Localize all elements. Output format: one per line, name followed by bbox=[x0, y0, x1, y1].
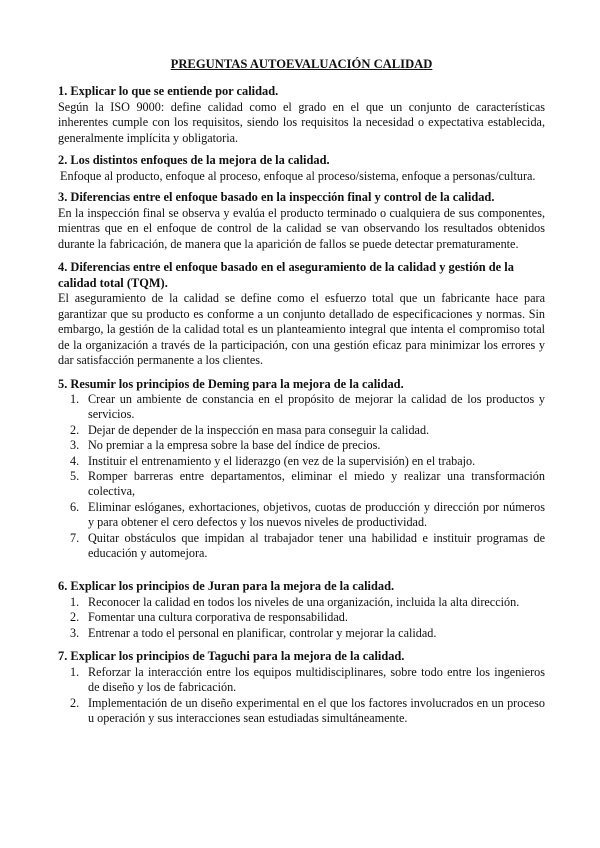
list-item-text: Dejar de depender de la inspección en masa para conseguir la calidad. bbox=[88, 422, 430, 437]
list-item-number: 2. bbox=[70, 610, 80, 625]
list-item-number: 7. bbox=[70, 530, 80, 545]
list-item-number: 5. bbox=[70, 469, 80, 484]
principles-list bbox=[58, 665, 545, 727]
list-item bbox=[58, 610, 545, 625]
list-item-text: Reconocer la calidad en todos los niveles de una organización, incluida la alta dirección. bbox=[88, 594, 520, 609]
question-title: 5. Resumir los principios de Deming para la mejora de la calidad. bbox=[58, 376, 404, 391]
list-item-text: Quitar obstáculos que impidan al trabajador tener una habilidad e instituir programas de educación y automejora. bbox=[88, 530, 545, 561]
list-item-text: Instituir el entrenamiento y el liderazgo (en vez de la supervisión) en el trabajo. bbox=[88, 453, 476, 468]
document-title: PREGUNTAS AUTOEVALUACIÓN CALIDAD bbox=[170, 57, 433, 71]
list-item-number: 1. bbox=[70, 664, 80, 679]
list-item-text: Eliminar eslóganes, exhortaciones, objetivos, cuotas de producción y dirección por números y para obtener el cero defectos y los nuevos niveles de productividad. bbox=[88, 499, 545, 530]
answer-text: Enfoque al producto, enfoque al proceso, enfoque al proceso/sistema, enfoque a personas/cultura. bbox=[60, 168, 536, 183]
list-item-text: Crear un ambiente de constancia en el propósito de mejorar la calidad de los productos y servicios. bbox=[88, 392, 545, 422]
question-title: 1. Explicar lo que se entiende por calidad. bbox=[58, 84, 279, 98]
question-6 bbox=[58, 579, 545, 641]
list-item-text: Fomentar una cultura corporativa de responsabilidad. bbox=[88, 610, 348, 625]
question-title: 7. Explicar los principios de Taguchi para la mejora de la calidad. bbox=[58, 649, 405, 664]
question-4 bbox=[58, 260, 545, 369]
list-item-number: 1. bbox=[70, 594, 80, 609]
question-7 bbox=[58, 649, 545, 726]
answer-text: Según la ISO 9000: define calidad como el grado en el que un conjunto de características inherentes cumple con los requisitos, siendo los requisitos la necesidad o expectativa establecida, generalmente implícita y obligatoria. bbox=[58, 99, 545, 145]
list-item-number: 1. bbox=[70, 392, 80, 406]
list-item bbox=[58, 438, 545, 453]
list-item bbox=[58, 665, 545, 696]
list-item bbox=[58, 696, 545, 727]
question-title: 2. Los distintos enfoques de la mejora de la calidad. bbox=[58, 153, 330, 167]
list-item-text: Entrenar a todo el personal en planificar, controlar y mejorar la calidad. bbox=[88, 625, 437, 640]
answer-text: El aseguramiento de la calidad se define como el esfuerzo total que un fabricante hace para garantizar que su producto es conforme a un conjunto detallado de especificaciones y normas. Sin embargo, la gestión de la calidad total es un planteamiento integral que intenta el compromiso total de la organización a través de la participación, con una gestión eficaz para minimizar los errores y dar satisfacción permanente a los clientes. bbox=[58, 291, 545, 367]
principles-list bbox=[58, 392, 545, 561]
question-title: 3. Diferencias entre el enfoque basado en la inspección final y control de la calidad. bbox=[58, 190, 495, 204]
question-title: 6. Explicar los principios de Juran para la mejora de la calidad. bbox=[58, 579, 395, 594]
list-item-number: 3. bbox=[70, 438, 80, 453]
list-item-text: Reforzar la interacción entre los equipos multidisciplinares, sobre todo entre los ingenieros de diseño y los de fabricación. bbox=[88, 664, 545, 695]
list-item bbox=[58, 626, 545, 641]
list-item bbox=[58, 500, 545, 531]
list-item-text: No premiar a la empresa sobre la base del índice de precios. bbox=[88, 438, 381, 453]
list-item-number: 3. bbox=[70, 625, 80, 640]
question-2 bbox=[58, 153, 545, 184]
principles-list bbox=[58, 595, 545, 641]
question-5 bbox=[58, 377, 545, 562]
list-item bbox=[58, 423, 545, 438]
document-page bbox=[58, 56, 545, 731]
list-item-number: 2. bbox=[70, 422, 80, 437]
list-item bbox=[58, 392, 545, 423]
question-3 bbox=[58, 190, 545, 252]
question-1 bbox=[58, 84, 545, 146]
list-item bbox=[58, 469, 545, 500]
list-item bbox=[58, 595, 545, 610]
question-title: 4. Diferencias entre el enfoque basado en el aseguramiento de la calidad y gestión de la calidad total (TQM). bbox=[58, 260, 514, 290]
list-item bbox=[58, 454, 545, 469]
list-item-number: 2. bbox=[70, 695, 80, 710]
answer-text: En la inspección final se observa y evalúa el producto terminado o cualquiera de sus componentes, mientras que en el enfoque de control de la calidad se van observando los resultados obtenidos durante la fabricación, de manera que la aparición de fallos se puede detectar prematuramente. bbox=[58, 205, 545, 251]
list-item-text: Implementación de un diseño experimental en el que los factores involucrados en un proceso u operación y sus interacciones sean estudiadas simultáneamente. bbox=[88, 695, 545, 725]
list-item bbox=[58, 531, 545, 562]
list-item-text: Romper barreras entre departamentos, eliminar el miedo y realizar una transformación colectiva, bbox=[88, 469, 545, 499]
list-item-number: 4. bbox=[70, 453, 80, 468]
list-item-number: 6. bbox=[70, 499, 80, 514]
